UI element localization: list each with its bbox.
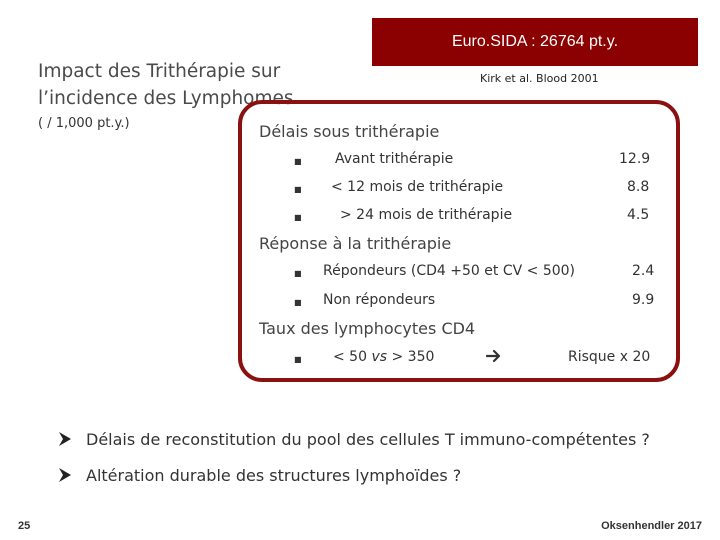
cd4-high-threshold: > 350 [387,349,435,365]
question-2: Altération durable des structures lymphoïdes ? [86,466,462,485]
arrowhead-bullet-icon [58,431,72,451]
right-arrow-icon [486,348,502,368]
section-heading-delays: Délais sous trithérapie [259,122,440,141]
list-item-label: Répondeurs (CD4 +50 et CV < 500) [323,263,575,279]
list-item-label: > 24 mois de trithérapie [340,207,513,223]
versus-label: vs [371,349,388,365]
list-item-value: 2.4 [632,263,655,279]
cd4-comparison [333,349,434,365]
square-bullet-icon: ■ [294,298,302,307]
list-item-label: Avant trithérapie [335,151,454,167]
list-item-label: < 12 mois de trithérapie [331,179,504,195]
section-heading-response: Réponse à la trithérapie [259,234,452,253]
unit-label: ( / 1,000 pt.y.) [38,116,130,131]
list-item-value: 12.9 [619,151,651,167]
list-item-value: 8.8 [627,179,650,195]
banner-text: Euro.SIDA : 26764 pt.y. [451,33,619,50]
author-credit: Oksenhendler 2017 [601,520,702,532]
question-1: Délais de reconstitution du pool des cellules T immuno-compétentes ? [86,430,650,449]
list-item-value: 4.5 [627,207,650,223]
list-item-label: Non répondeurs [323,292,436,308]
reference-citation: Kirk et al. Blood 2001 [480,72,599,85]
cd4-low-threshold: < 50 [333,349,372,365]
section-heading-cd4: Taux des lymphocytes CD4 [259,319,476,338]
title-line-2: l’incidence des Lymphomes [38,88,294,109]
square-bullet-icon: ■ [294,355,302,364]
square-bullet-icon: ■ [294,213,302,222]
risk-result: Risque x 20 [568,349,651,365]
list-item-value: 9.9 [632,292,655,308]
header-banner [372,18,698,66]
square-bullet-icon: ■ [294,185,302,194]
arrowhead-bullet-icon [58,467,72,487]
square-bullet-icon: ■ [294,157,302,166]
title-line-1: Impact des Trithérapie sur [38,61,281,82]
square-bullet-icon: ■ [294,269,302,278]
page-number: 25 [18,520,31,532]
